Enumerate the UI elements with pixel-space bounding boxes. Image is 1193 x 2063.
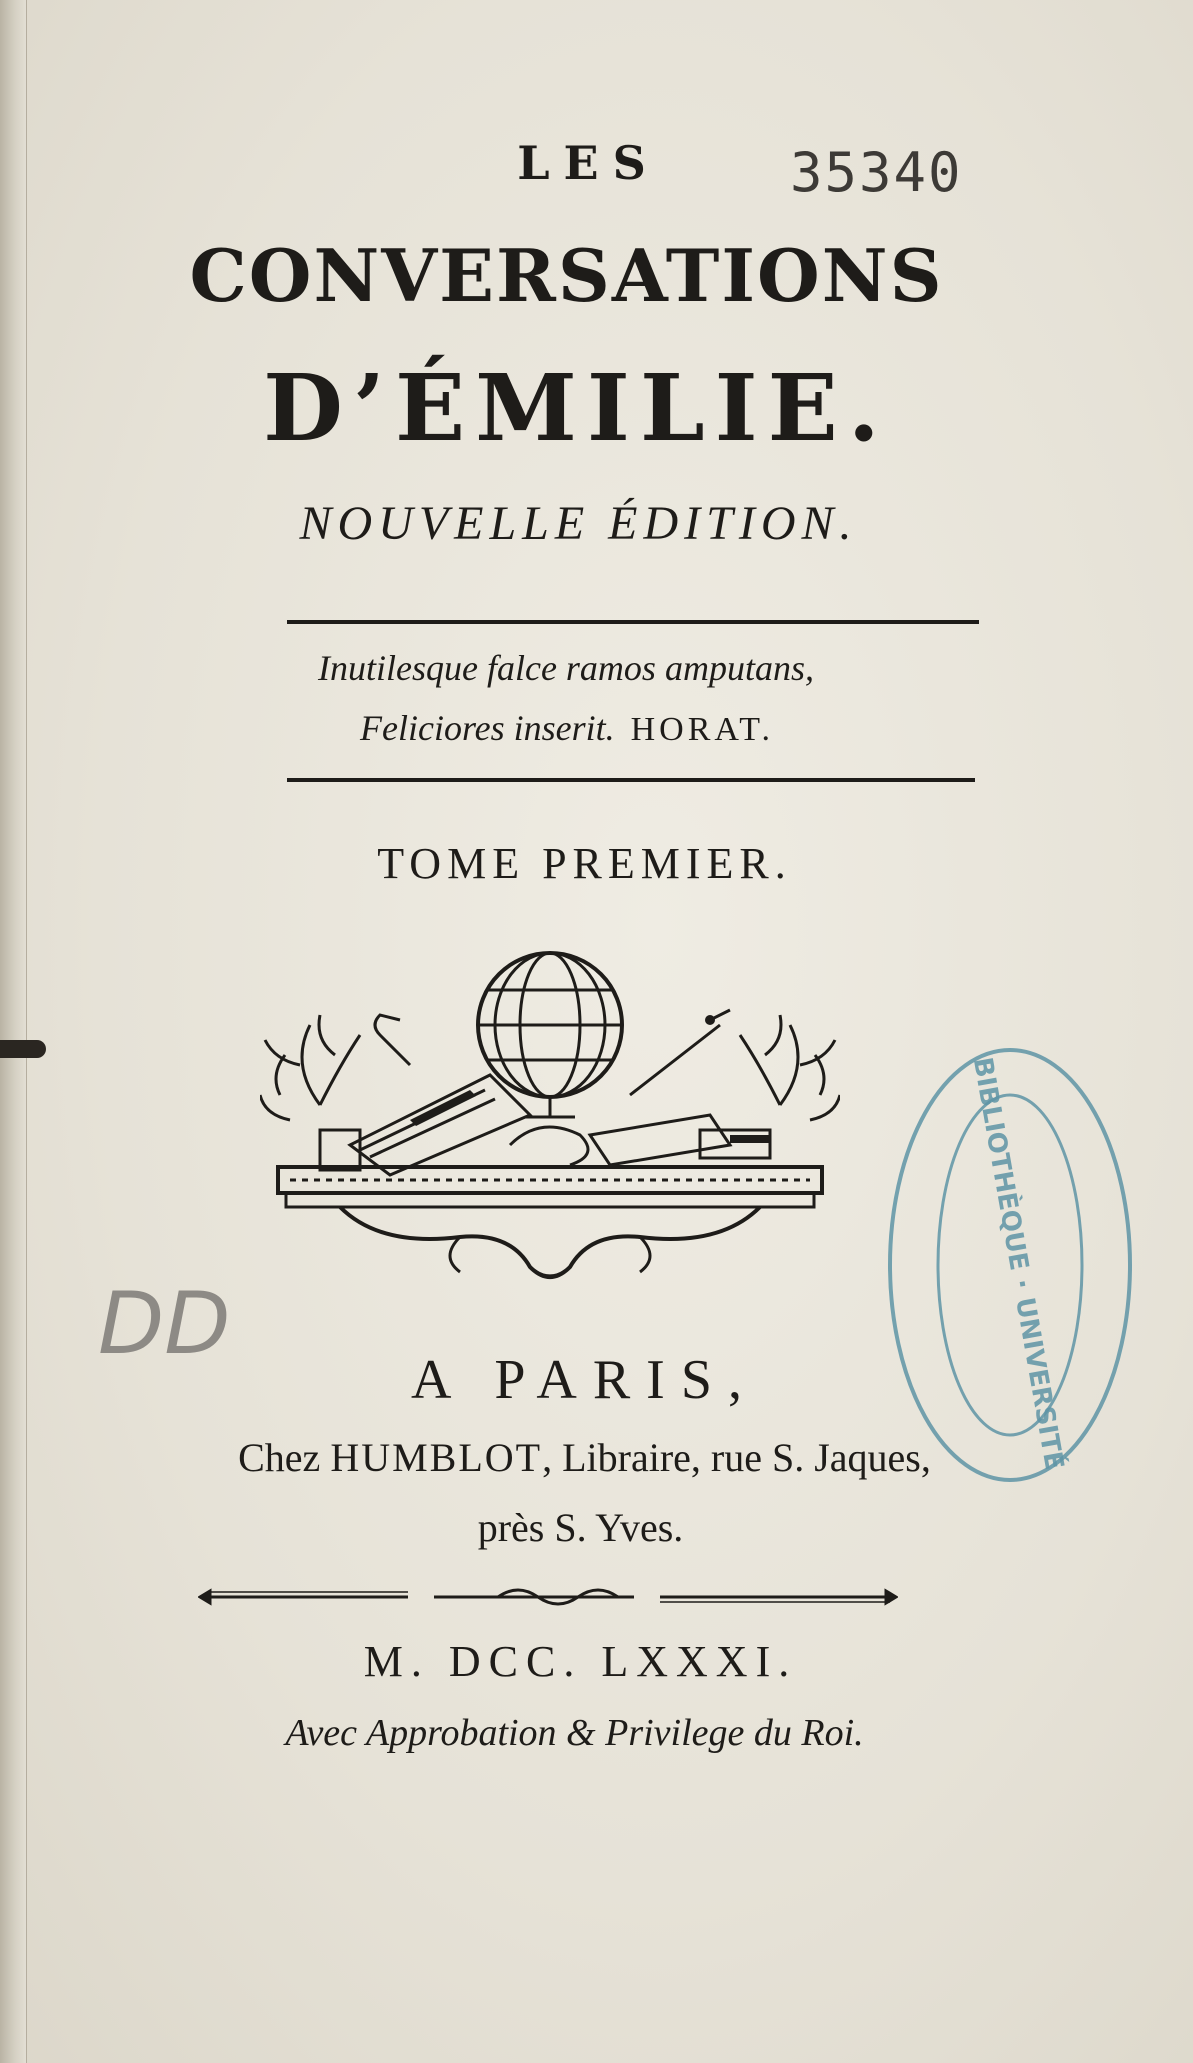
title-article: LES [517,136,660,190]
volume-line: TOME PREMIER. [377,839,792,888]
pencil-text: DD [98,1274,231,1374]
epigraph-text: Feliciores inserit. [360,708,615,748]
library-stamp-icon [860,1025,1160,1505]
imprint-address: près S. Yves. [477,1505,684,1550]
epigraph-author: HORAT. [630,711,774,748]
privilege-line: Avec Approbation & Privilege du Roi. [285,1712,864,1754]
globe-books-vignette-icon [260,945,840,1285]
epigraph-line-2 [360,710,1060,747]
publisher-suffix: , Libraire, rue S. Jaques, [542,1435,931,1480]
imprint-year: M. DCC. LXXXI. [363,1637,798,1686]
publisher-prefix: Chez [238,1435,321,1480]
ornamental-rule-icon [198,1582,898,1612]
title-line-1: CONVERSATIONS [189,233,944,318]
title-line-2: D’ÉMILIE. [263,354,890,462]
imprint-place: A PARIS, [411,1349,758,1411]
publisher-name: HUMBLOT [330,1435,543,1480]
shelfmark-number: 35340 [790,141,963,204]
edition-line: NOUVELLE ÉDITION. [299,497,858,550]
epigraph-line-1: Inutilesque falce ramos amputans, [318,648,814,688]
top-rule [287,620,979,624]
stamp-text: BIBLIOTHÈQUE · UNIVERSITÉ [966,1055,1069,1473]
binding-tear [0,1040,46,1058]
pencil-mark-icon [88,1268,308,1378]
bottom-rule [287,778,975,782]
